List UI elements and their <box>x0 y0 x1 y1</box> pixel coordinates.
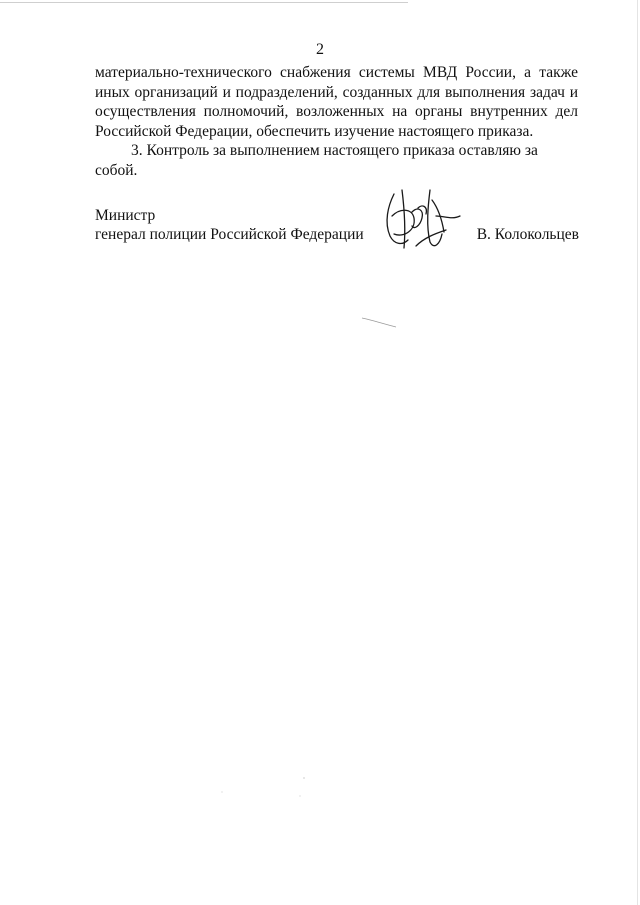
document-body <box>95 63 578 180</box>
page-number: 2 <box>316 41 324 58</box>
handwritten-signature <box>372 186 464 252</box>
paragraph-item-3: 3. Контроль за выполнением настоящего приказа оставляю за собой. <box>95 142 538 179</box>
scan-artifact-line <box>360 312 400 332</box>
signatory-rank: генерал полиции Российской Федерации <box>95 226 364 243</box>
signatory-position: Министр <box>95 207 156 224</box>
scan-edge-right <box>637 0 638 905</box>
paragraph-continued: материально-технического снабжения системы МВД России, а также иных организаций и подразделений, созданных для выполнения задач и осуществления полномочий, возложенных на органы внутренних дел Российской Федерации, обеспечить изучение настоящего приказа. <box>95 64 578 140</box>
scan-artifact-specks <box>200 760 330 820</box>
signatory-name: В. Колокольцев <box>476 226 579 243</box>
scan-edge-top <box>0 2 408 3</box>
